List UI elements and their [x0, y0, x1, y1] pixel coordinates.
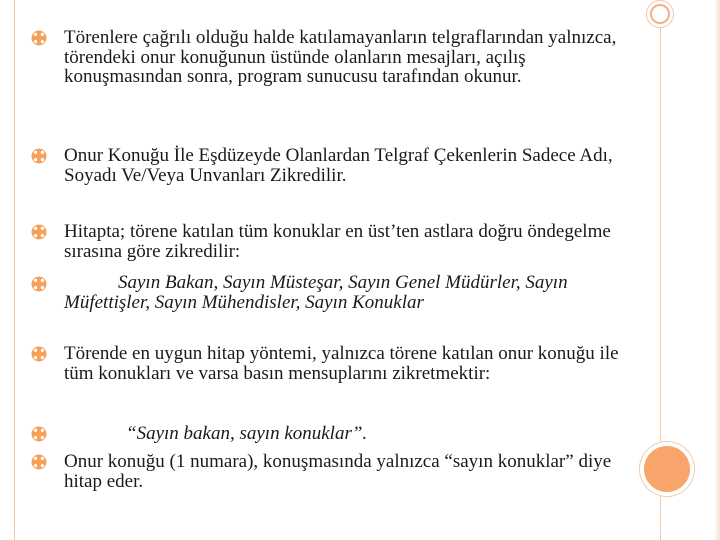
bullet-text: Törenlere çağrılı olduğu halde katılamayanların telgraflarından yalnızca, törendeki onur konuğunun üstünde olanların mesajları, açılış konuşmasından sonra, program sunucusu tarafından okunur. — [64, 27, 617, 87]
bullet-icon — [30, 223, 48, 241]
bullet-icon — [30, 345, 48, 363]
top-ring-inner — [650, 4, 670, 24]
decorative-circle — [640, 442, 694, 496]
bullet-icon — [30, 147, 48, 165]
bullet-text: Onur Konuğu İle Eşdüzeyde Olanlardan Telgraf Çekenlerin Sadece Adı, Soyadı Ve/Veya Unvanları Zikredilir. — [64, 145, 613, 186]
bullet-icon — [30, 453, 48, 471]
bullet-text: “Sayın bakan, sayın konuklar”. — [126, 423, 368, 444]
bullet-text: Onur konuğu (1 numara), konuşmasında yalnızca “sayın konuklar” diye hitap eder. — [64, 451, 612, 492]
bullet-text: Törende en uygun hitap yöntemi, yalnızca törene katılan onur konuğu ile tüm konukları ve varsa basın mensuplarını zikretmektir: — [64, 343, 619, 384]
bullet-text: Hitapta; törene katılan tüm konuklar en üst’ten astlara doğru öndegelme sırasına göre zikredilir: — [64, 221, 611, 262]
left-frame-line — [14, 0, 15, 540]
bullet-icon — [30, 275, 48, 293]
right-edge-shadow — [714, 0, 720, 540]
bullet-text: Sayın Bakan, Sayın Müsteşar, Sayın Genel Müdürler, Sayın Müfettişler, Sayın Mühendisler, Sayın Konuklar — [64, 272, 568, 313]
bullet-icon — [30, 425, 48, 443]
bullet-icon — [30, 29, 48, 47]
